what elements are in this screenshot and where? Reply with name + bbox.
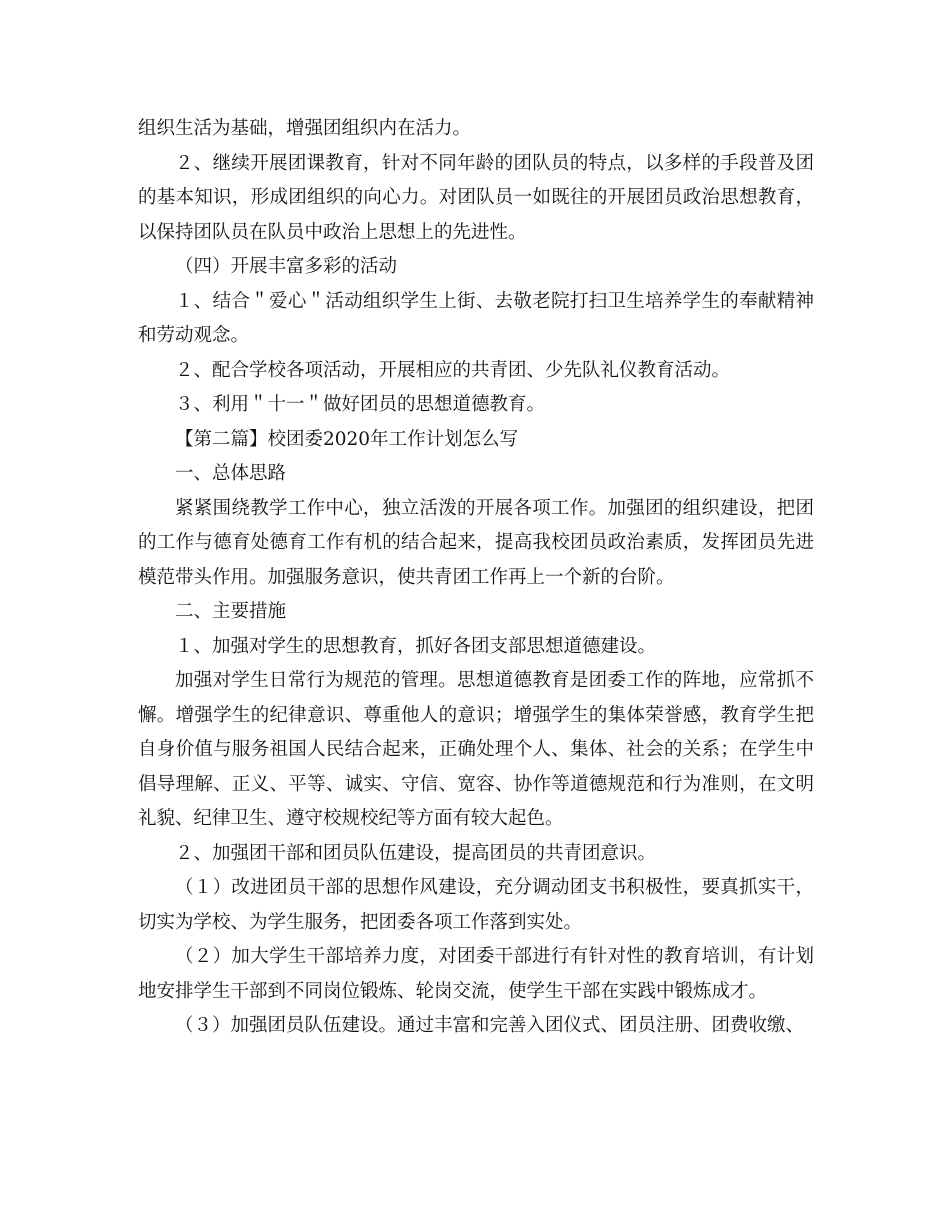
document-body	[138, 112, 814, 1044]
paragraph-item-3-national-day: ３、利用＂十一＂做好团员的思想道德教育。	[175, 394, 546, 415]
section-heading-main-measures: 二、主要措施	[175, 601, 287, 622]
article-title-part-two: 【第二篇】校团委2020年工作计划怎么写	[175, 428, 519, 450]
section-heading-4-activities: （四）开展丰富多彩的活动	[175, 256, 398, 277]
paragraph-measure-1-body: 加强对学生日常行为规范的管理。思想道德教育是团委工作的阵地，应常抓不懈。增强学生的纪律意识、尊重他人的意识；增强学生的集体荣誉感，教育学生把自身价值与服务祖国人民结合起来，正确处理个人、集体、社会的关系；在学生中倡导理解、正义、平等、诚实、守信、宽容、协作等道德规范和行为准则，在文明礼貌、纪律卫生、遵守校规校纪等方面有较大起色。	[138, 670, 814, 829]
paragraph-item-1-love-activity: １、结合＂爱心＂活动组织学生上街、去敬老院打扫卫生培养学生的奉献精神和劳动观念。	[138, 290, 814, 346]
paragraph-measure-2-sub-3: （３）加强团员队伍建设。通过丰富和完善入团仪式、团员注册、团费收缴、	[175, 1015, 805, 1036]
paragraph-measure-2-sub-2: （２）加大学生干部培养力度，对团委干部进行有针对性的教育培训，有计划地安排学生干部到不同岗位锻炼、轮岗交流，使学生干部在实践中锻炼成才。	[138, 946, 814, 1002]
paragraph-continuation: 组织生活为基础，增强团组织内在活力。	[138, 118, 472, 139]
paragraph-measure-2-sub-1: （１）改进团员干部的思想作风建设，充分调动团支书积极性，要真抓实干，切实为学校、为学生服务，把团委各项工作落到实处。	[138, 877, 814, 933]
section-heading-overall-thinking: 一、总体思路	[175, 463, 287, 484]
paragraph-measure-1-title: １、加强对学生的思想教育，抓好各团支部思想道德建设。	[175, 635, 657, 657]
paragraph-item-2-school-activities: ２、配合学校各项活动，开展相应的共青团、少先队礼仪教育活动。	[175, 359, 731, 381]
paragraph-overall-thinking: 紧紧围绕教学工作中心，独立活泼的开展各项工作。加强团的组织建设，把团的工作与德育处德育工作有机的结合起来，提高我校团员政治素质，发挥团员先进模范带头作用。加强服务意识，使共青团工作再上一个新的台阶。	[138, 497, 814, 588]
paragraph-measure-2-title: ２、加强团干部和团员队伍建设，提高团员的共青团意识。	[175, 842, 657, 864]
paragraph-item-2-group-lessons: ２、继续开展团课教育，针对不同年龄的团队员的特点，以多样的手段普及团的基本知识，形成团组织的向心力。对团队员一如既往的开展团员政治思想教育，以保持团队员在队员中政治上思想上的先进性。	[138, 152, 814, 243]
